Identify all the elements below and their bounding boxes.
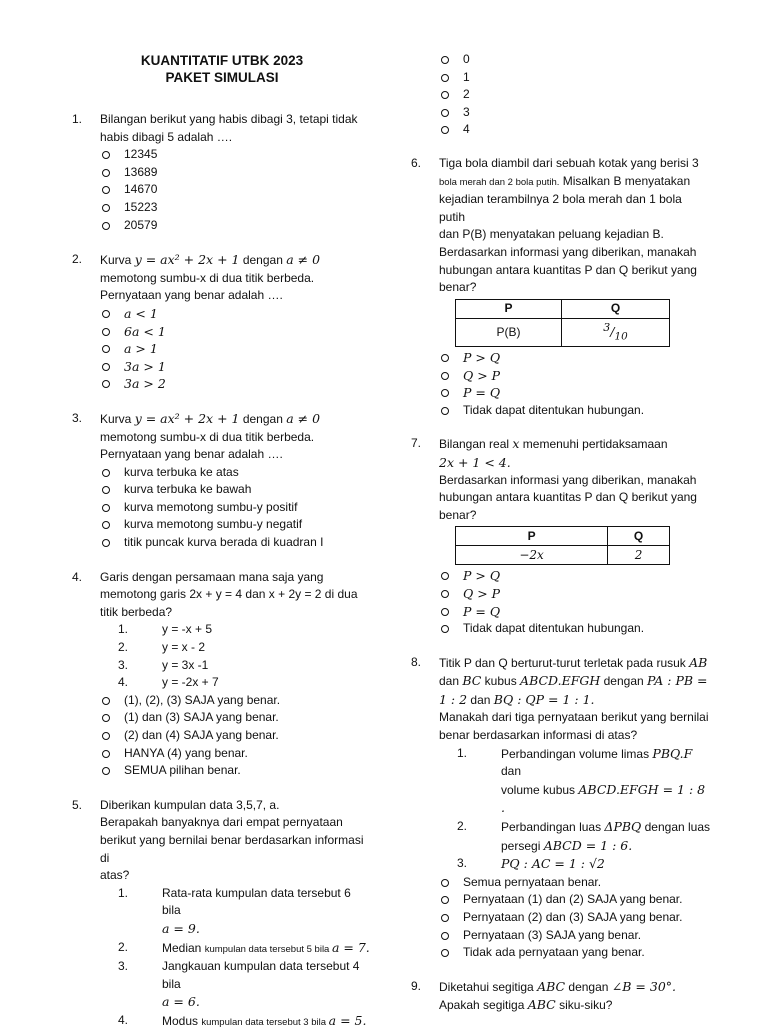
statement-formula: ΔPBQ: [604, 819, 642, 835]
statement-text: Median: [162, 940, 205, 955]
variable: x: [512, 436, 520, 452]
option-item[interactable]: 0: [439, 51, 711, 69]
pq-table: [455, 526, 670, 565]
option-item[interactable]: Pernyataan (3) SAJA yang benar.: [439, 927, 711, 945]
option-item[interactable]: 3a > 1: [100, 358, 372, 376]
question-text: Bilangan berikut yang habis dibagi 3, tetapi tidak: [100, 112, 358, 126]
question-text: Berapakah banyaknya dari empat pernyataan: [100, 815, 343, 830]
question-5: [72, 797, 372, 1032]
statement-formula: ABCD.EFGH = 1 : 8 .: [501, 781, 706, 816]
option-list: [100, 305, 372, 393]
question-text: Tiga bola diambil dari sebuah kotak yang berisi 3: [439, 155, 699, 170]
statement-formula: ABCD = 1 : 6.: [543, 837, 633, 853]
statement-text: Jangkauan kumpulan data tersebut 4 bila: [162, 959, 360, 991]
question-number: 4.: [72, 569, 83, 584]
statement-formula: a = 6.: [162, 994, 200, 1010]
statement-text: Perbandingan luas: [501, 820, 605, 835]
header-q: Q: [562, 299, 670, 318]
question-text: [100, 251, 372, 270]
statement-text-small: kumpulan data tersebut 3 bila: [201, 1016, 329, 1028]
formula: ∠B = 30°.: [611, 978, 677, 994]
statement-number: 2.: [457, 819, 468, 834]
statement-text: y = x - 2: [162, 640, 206, 655]
header-p: P: [456, 299, 562, 318]
text-span: Misalkan B menyatakan: [559, 173, 691, 188]
statement-item: [439, 745, 711, 818]
question-text: memotong sumbu-x di dua titik berbeda.: [100, 270, 315, 285]
statement-item: [100, 1012, 372, 1032]
text-span: Bilangan real: [439, 437, 513, 452]
condition: a ≠ 0: [286, 252, 321, 268]
text-span: Diketahui segitiga: [439, 979, 538, 994]
question-8: [411, 654, 711, 962]
question-text: Diberikan kumpulan data 3,5,7, a.: [100, 797, 280, 812]
question-text: benar?: [439, 280, 477, 295]
statement-number: 4.: [118, 1012, 129, 1027]
option-item[interactable]: 3a > 2: [100, 375, 372, 393]
question-3: [72, 410, 372, 552]
option-item[interactable]: (1) dan (3) SAJA yang benar.: [100, 709, 372, 727]
text-span: siku-siku?: [555, 998, 613, 1013]
option-item[interactable]: 4: [439, 121, 711, 139]
question-number: 2.: [72, 252, 83, 267]
option-item[interactable]: P = Q: [439, 603, 711, 621]
statement-number: 1.: [118, 885, 129, 900]
statement-item: [100, 958, 372, 1012]
option-item[interactable]: Semua pernyataan benar.: [439, 874, 711, 892]
question-text: Pernyataan yang benar adalah ….: [100, 447, 283, 462]
text-span: dengan: [239, 411, 287, 426]
option-list: [439, 567, 711, 637]
question-text: kejadian terambilnya 2 bola merah dan 1 bola putih: [439, 192, 682, 224]
option-list: [439, 51, 711, 139]
statement-text-small: kumpulan data tersebut 5 bila: [204, 943, 332, 955]
question-text: memotong sumbu-x di dua titik berbeda.: [100, 429, 315, 444]
right-column: [411, 0, 711, 1015]
question-text: Garis dengan persamaan mana saja yang: [100, 569, 324, 584]
question-text: Berdasarkan informasi yang diberikan, manakah: [439, 472, 697, 487]
statement-item: [100, 885, 372, 939]
question-text: hubungan antara kuantitas P dan Q berikut yang: [439, 490, 697, 505]
option-item[interactable]: 15223: [100, 199, 372, 217]
frac-num: 3: [603, 320, 611, 334]
question-9: [411, 978, 711, 1015]
option-item[interactable]: (1), (2), (3) SAJA yang benar.: [100, 692, 372, 710]
option-list: [100, 146, 372, 234]
option-item[interactable]: Pernyataan (1) dan (2) SAJA yang benar.: [439, 891, 711, 909]
statement-text: Perbandingan volume limas: [501, 746, 653, 761]
formula: y = ax² + 2x + 1: [134, 252, 240, 268]
question-text: berikut yang bernilai benar berdasarkan informasi di: [100, 832, 364, 865]
option-list: [439, 349, 711, 419]
statement-number: 2.: [118, 640, 129, 655]
formula: PA : PB =: [647, 673, 708, 689]
question-text: memotong garis 2x + y = 4 dan x + 2y = 2 di dua: [100, 587, 358, 602]
statement-text: persegi: [501, 838, 544, 853]
option-item[interactable]: Tidak dapat ditentukan hubungan.: [439, 620, 711, 638]
formula: ABCD.EFGH: [520, 673, 601, 689]
option-item[interactable]: Q > P: [439, 585, 711, 603]
statement-text: dan: [501, 764, 522, 779]
statement-item: [100, 939, 372, 959]
question-7: [411, 435, 711, 637]
statement-text: dengan luas: [641, 820, 711, 835]
question-text: [100, 410, 372, 429]
question-number: 3.: [72, 410, 83, 425]
text-span: memenuhi pertidaksamaan: [519, 437, 668, 452]
statement-item: [100, 674, 372, 692]
text-small: bola merah dan 2 bola putih.: [439, 176, 560, 188]
statement-formula: a = 9.: [162, 920, 200, 936]
inequality: 2x + 1 < 4.: [439, 454, 511, 470]
cell-q: $^3/_{10}$: [562, 318, 670, 346]
question-text: benar?: [439, 507, 477, 522]
question-text: titik berbeda?: [100, 604, 173, 619]
option-item[interactable]: kurva memotong sumbu-y positif: [100, 499, 372, 517]
option-item[interactable]: P = Q: [439, 384, 711, 402]
statement-number: 2.: [118, 939, 129, 954]
question-number: 7.: [411, 436, 422, 451]
option-item[interactable]: 1: [439, 69, 711, 87]
option-item[interactable]: Tidak dapat ditentukan hubungan.: [439, 402, 711, 420]
option-item[interactable]: a > 1: [100, 340, 372, 358]
text-span: dengan: [565, 979, 612, 994]
header-p: P: [456, 527, 608, 546]
frac-den: 10: [614, 330, 628, 343]
text-span: Kurva: [100, 411, 135, 426]
statement-item: [439, 855, 711, 874]
statement-number: 1.: [118, 622, 129, 637]
question-number: 9.: [411, 978, 422, 993]
question-text: Pernyataan yang benar adalah ….: [100, 288, 283, 303]
statement-text: y = -x + 5: [162, 622, 213, 637]
statement-text: Modus: [162, 1013, 202, 1028]
text-span: Titik P dan Q berturut-turut terletak pada rusuk: [439, 655, 690, 670]
question-text: benar berdasarkan informasi di atas?: [439, 728, 638, 743]
option-item[interactable]: kurva terbuka ke bawah: [100, 481, 372, 499]
document-title: [72, 52, 372, 86]
option-item[interactable]: 13689: [100, 164, 372, 182]
question-4: [72, 569, 372, 780]
statement-formula: PQ : AC = 1 : √2: [501, 856, 605, 872]
question-text: habis dibagi 5 adalah ….: [100, 129, 233, 144]
statement-text: y = 3x -1: [162, 657, 209, 672]
option-item[interactable]: 3: [439, 104, 711, 122]
statement-formula: PBQ.F: [652, 745, 693, 761]
title-line-1: KUANTITATIF UTBK 2023: [140, 53, 304, 68]
option-item[interactable]: kurva terbuka ke atas: [100, 464, 372, 482]
question-6: [411, 155, 711, 419]
statement-number: 4.: [118, 675, 129, 690]
title-line-2: PAKET SIMULASI: [165, 70, 279, 85]
option-item[interactable]: 6a < 1: [100, 323, 372, 341]
option-item[interactable]: P > Q: [439, 349, 711, 367]
question-text: [439, 691, 711, 710]
question-text: [439, 672, 711, 691]
question-text: [439, 978, 711, 997]
option-item[interactable]: a < 1: [100, 305, 372, 323]
option-item[interactable]: 14670: [100, 181, 372, 199]
formula: BC: [462, 673, 482, 689]
question-text: [439, 173, 711, 192]
question-number: 6.: [411, 155, 422, 170]
statement-text: y = -2x + 7: [162, 675, 219, 690]
text-span: dengan: [600, 674, 648, 689]
question-number: 8.: [411, 654, 422, 669]
option-item[interactable]: 2: [439, 86, 711, 104]
text-span: kubus: [481, 674, 521, 689]
question-number: 5.: [72, 797, 83, 812]
header-q: Q: [608, 527, 670, 546]
option-item[interactable]: titik puncak kurva berada di kuadran I: [100, 534, 372, 552]
cell-p: P(B): [456, 318, 562, 346]
statement-list: [439, 745, 711, 874]
statement-number: 3.: [118, 959, 129, 974]
question-1: [72, 111, 372, 234]
option-item[interactable]: HANYA (4) yang benar.: [100, 745, 372, 763]
statement-item: [100, 621, 372, 639]
left-column: [72, 0, 372, 1032]
text-span: dan: [439, 674, 463, 689]
statement-item: [439, 818, 711, 855]
statement-item: [100, 657, 372, 675]
option-list: [100, 464, 372, 552]
formula: AB: [689, 654, 708, 670]
question-2: [72, 251, 372, 393]
option-item[interactable]: Q > P: [439, 367, 711, 385]
option-list: [100, 692, 372, 780]
statement-formula: a = 7.: [331, 939, 370, 955]
formula: 1 : 2: [439, 691, 468, 707]
option-item[interactable]: 12345: [100, 146, 372, 164]
statement-item: [100, 639, 372, 657]
question-text: Berdasarkan informasi yang diberikan, manakah: [439, 244, 697, 259]
statement-text: Rata-rata kumpulan data tersebut 6 bila: [162, 885, 351, 918]
statement-formula: a = 5.: [328, 1012, 367, 1028]
question-text: [439, 996, 711, 1015]
formula: BQ : QP = 1 : 1.: [493, 691, 595, 707]
option-item[interactable]: Pernyataan (2) dan (3) SAJA yang benar.: [439, 909, 711, 927]
cell-q: 2: [608, 546, 670, 565]
formula: y = ax² + 2x + 1: [134, 410, 240, 426]
pq-table: [455, 299, 670, 347]
option-item[interactable]: P > Q: [439, 567, 711, 585]
condition: a ≠ 0: [286, 410, 321, 426]
question-text: atas?: [100, 868, 130, 883]
formula: ABC: [537, 978, 566, 994]
statement-number: 3.: [118, 657, 129, 672]
question-text: [439, 435, 711, 454]
option-item[interactable]: (2) dan (4) SAJA yang benar.: [100, 727, 372, 745]
option-item[interactable]: SEMUA pilihan benar.: [100, 762, 372, 780]
question-text: hubungan antara kuantitas P dan Q berikut yang: [439, 262, 697, 277]
statement-list: [100, 621, 372, 691]
question-number: 1.: [72, 112, 83, 126]
question-text: dan P(B) menyatakan peluang kejadian B.: [439, 227, 664, 242]
text-span: dengan: [239, 253, 287, 268]
cell-p: −2x: [456, 546, 608, 565]
statement-number: 1.: [457, 745, 468, 760]
statement-number: 3.: [457, 856, 468, 871]
statement-list: [100, 885, 372, 1032]
text-span: dan: [467, 692, 494, 707]
statement-text: volume kubus: [501, 782, 579, 797]
option-list: [439, 874, 711, 962]
text-span: Apakah segitiga: [439, 998, 528, 1013]
option-item[interactable]: 20579: [100, 217, 372, 235]
option-item[interactable]: kurva memotong sumbu-y negatif: [100, 516, 372, 534]
question-text: Manakah dari tiga pernyataan berikut yang bernilai: [439, 710, 709, 725]
question-text: [439, 654, 711, 673]
formula: ABC: [527, 997, 556, 1013]
option-item[interactable]: Tidak ada pernyataan yang benar.: [439, 944, 711, 962]
text-span: Kurva: [100, 253, 135, 268]
